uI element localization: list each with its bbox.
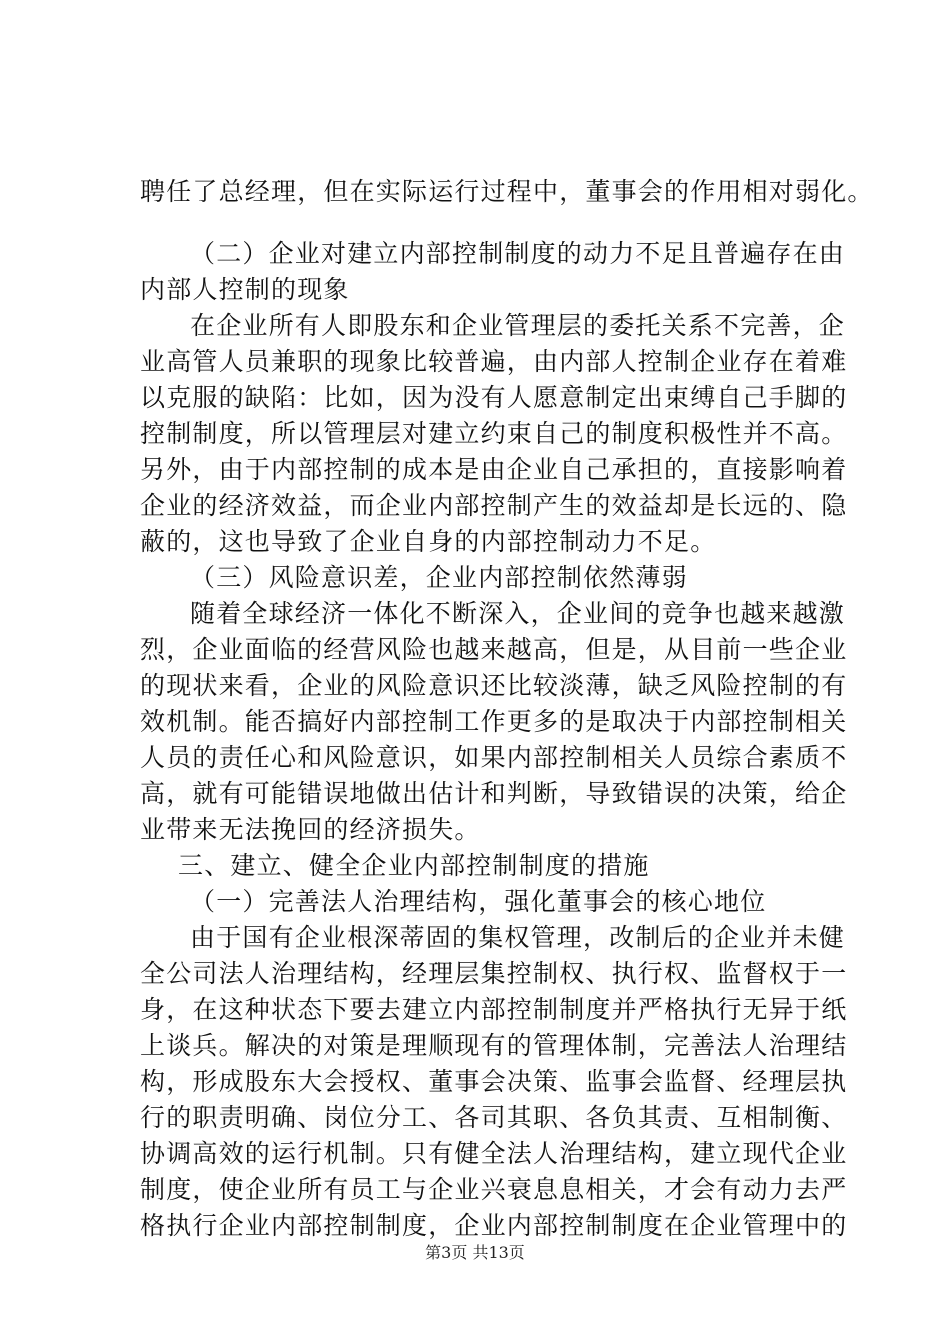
section-heading: （一）完善法人治理结构，强化董事会的核心地位 [190,887,767,916]
paragraph-line: 蔽的，这也导致了企业自身的内部控制动力不足。 [140,527,717,556]
paragraph-line: 协调高效的运行机制。只有健全法人治理结构，建立现代企业 [140,1139,848,1168]
paragraph-line: 聘任了总经理，但在实际运行过程中，董事会的作用相对弱化。 [140,177,874,206]
paragraph-line: 企业的经济效益，而企业内部控制产生的效益却是长远的、隐 [140,491,848,520]
paragraph-line: 行的职责明确、岗位分工、各司其职、各负其责、互相制衡、 [140,1103,848,1132]
paragraph-line: 的现状来看，企业的风险意识还比较淡薄，缺乏风险控制的有 [140,671,848,700]
paragraph-line: 烈，企业面临的经营风险也越来越高，但是，从目前一些企业 [140,635,848,664]
paragraph-line: 控制制度，所以管理层对建立约束自己的制度积极性并不高。 [140,419,848,448]
paragraph-line: 业带来无法挽回的经济损失。 [140,815,481,844]
paragraph-line: 身，在这种状态下要去建立内部控制制度并严格执行无异于纸 [140,995,848,1024]
paragraph-line: 高，就有可能错误地做出估计和判断，导致错误的决策，给企 [140,779,848,808]
paragraph-line: 效机制。能否搞好内部控制工作更多的是取决于内部控制相关 [140,707,848,736]
paragraph-line: 格执行企业内部控制制度，企业内部控制制度在企业管理中的 [140,1211,848,1240]
paragraph-line: 业高管人员兼职的现象比较普遍，由内部人控制企业存在着难 [140,347,848,376]
paragraph-line: 构，形成股东大会授权、董事会决策、监事会监督、经理层执 [140,1067,848,1096]
paragraph-line: 上谈兵。解决的对策是理顺现有的管理体制，完善法人治理结 [140,1031,848,1060]
paragraph-line: 由于国有企业根深蒂固的集权管理，改制后的企业并未健 [190,923,846,952]
section-heading: 内部人控制的现象 [140,275,350,304]
section-heading: 三、建立、健全企业内部控制制度的措施 [178,851,650,880]
section-heading: （三）风险意识差，企业内部控制依然薄弱 [190,563,688,592]
paragraph-line: 制度，使企业所有员工与企业兴衰息息相关，才会有动力去严 [140,1175,848,1204]
section-heading: （二）企业对建立内部控制制度的动力不足且普遍存在由 [190,239,846,268]
paragraph-line: 在企业所有人即股东和企业管理层的委托关系不完善，企 [190,311,846,340]
page-number-footer: 第3页 共13页 [425,1243,525,1262]
paragraph-line: 全公司法人治理结构，经理层集控制权、执行权、监督权于一 [140,959,848,988]
paragraph-line: 以克服的缺陷：比如，因为没有人愿意制定出束缚自己手脚的 [140,383,848,412]
paragraph-line: 人员的责任心和风险意识，如果内部控制相关人员综合素质不 [140,743,848,772]
paragraph-line: 另外，由于内部控制的成本是由企业自己承担的，直接影响着 [140,455,848,484]
paragraph-line: 随着全球经济一体化不断深入，企业间的竞争也越来越激 [190,599,846,628]
